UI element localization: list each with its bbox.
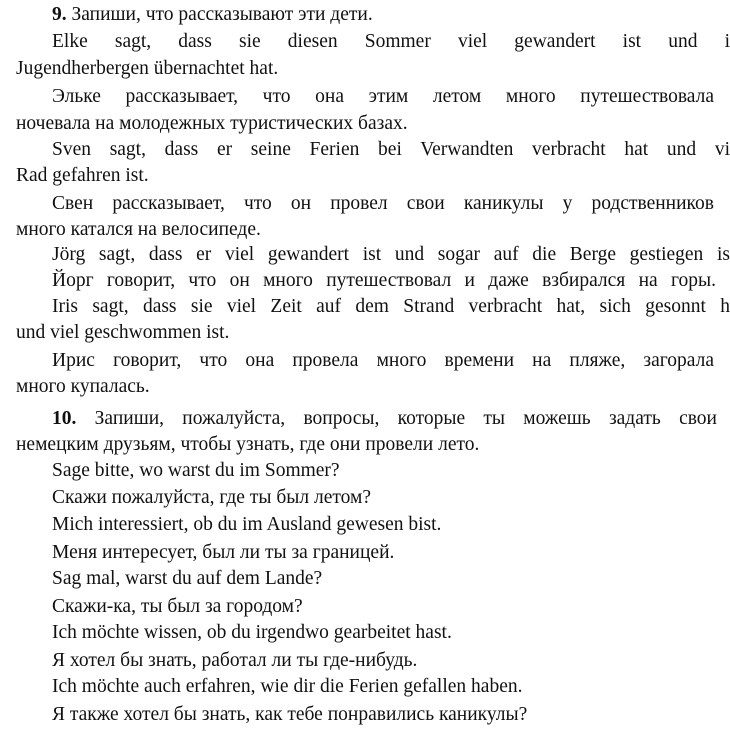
text-line: много катался на велосипеде. xyxy=(16,219,261,240)
text-line: Ich möchte wissen, ob du irgendwo gearbeitet hast. xyxy=(52,622,452,643)
exercise-number: 9. xyxy=(52,4,67,25)
exercise-task: Запиши, пожалуйста, вопросы, которые ты можешь задать свои xyxy=(94,408,717,429)
text-line: Я хотел бы знать, работал ли ты где-нибудь. xyxy=(52,650,418,671)
exercise-task: Запиши, что рассказывают эти дети. xyxy=(71,4,373,25)
text-line: Скажи-ка, ты был за городом? xyxy=(52,596,303,617)
text-line: und viel geschwommen ist. xyxy=(16,322,230,343)
text-line: Ирис говорит, что она провела много времени на пляже, загорала xyxy=(52,350,714,371)
text-line: Jugendherbergen übernachtet hat. xyxy=(16,58,279,79)
exercise-number: 10. xyxy=(52,408,77,429)
text-line: Йорг говорит, что он много путешествовал и даже взбирался на горы. xyxy=(52,270,716,291)
text-line: Sag mal, warst du auf dem Lande? xyxy=(52,568,323,589)
text-line: Jörg sagt, dass er viel gewandert ist und sogar auf die Berge gestiegen is xyxy=(52,244,730,265)
text-line: Меня интересует, был ли ты за границей. xyxy=(52,542,395,563)
text-line: Sven sagt, dass er seine Ferien bei Verwandten verbracht hat und vi xyxy=(52,139,730,160)
text-line: Mich interessiert, ob du im Ausland gewesen bist. xyxy=(52,514,442,535)
exercise-10-heading xyxy=(52,406,717,432)
text-line: Я также хотел бы знать, как тебе понравились каникулы? xyxy=(52,704,528,725)
text-line: Rad gefahren ist. xyxy=(16,165,149,186)
text-line: Ich möchte auch erfahren, wie dir die Ferien gefallen haben. xyxy=(52,676,523,697)
text-line: Elke sagt, dass sie diesen Sommer viel gewandert ist und i xyxy=(52,31,730,52)
text-line: много купалась. xyxy=(16,376,150,397)
text-line: Эльке рассказывает, что она этим летом много путешествовала xyxy=(52,86,714,107)
text-line: Скажи пожалуйста, где ты был летом? xyxy=(52,487,371,508)
text-line: Iris sagt, dass sie viel Zeit auf dem Strand verbracht hat, sich gesonnt h xyxy=(52,296,730,317)
text-line: Свен рассказывает, что он провел свои каникулы у родственников xyxy=(52,193,714,214)
text-line: ночевала на молодежных туристических базах. xyxy=(16,113,408,134)
text-line: немецким друзьям, чтобы узнать, где они провели лето. xyxy=(16,434,480,455)
exercise-9-heading xyxy=(52,2,373,28)
text-line: Sage bitte, wo warst du im Sommer? xyxy=(52,460,340,481)
